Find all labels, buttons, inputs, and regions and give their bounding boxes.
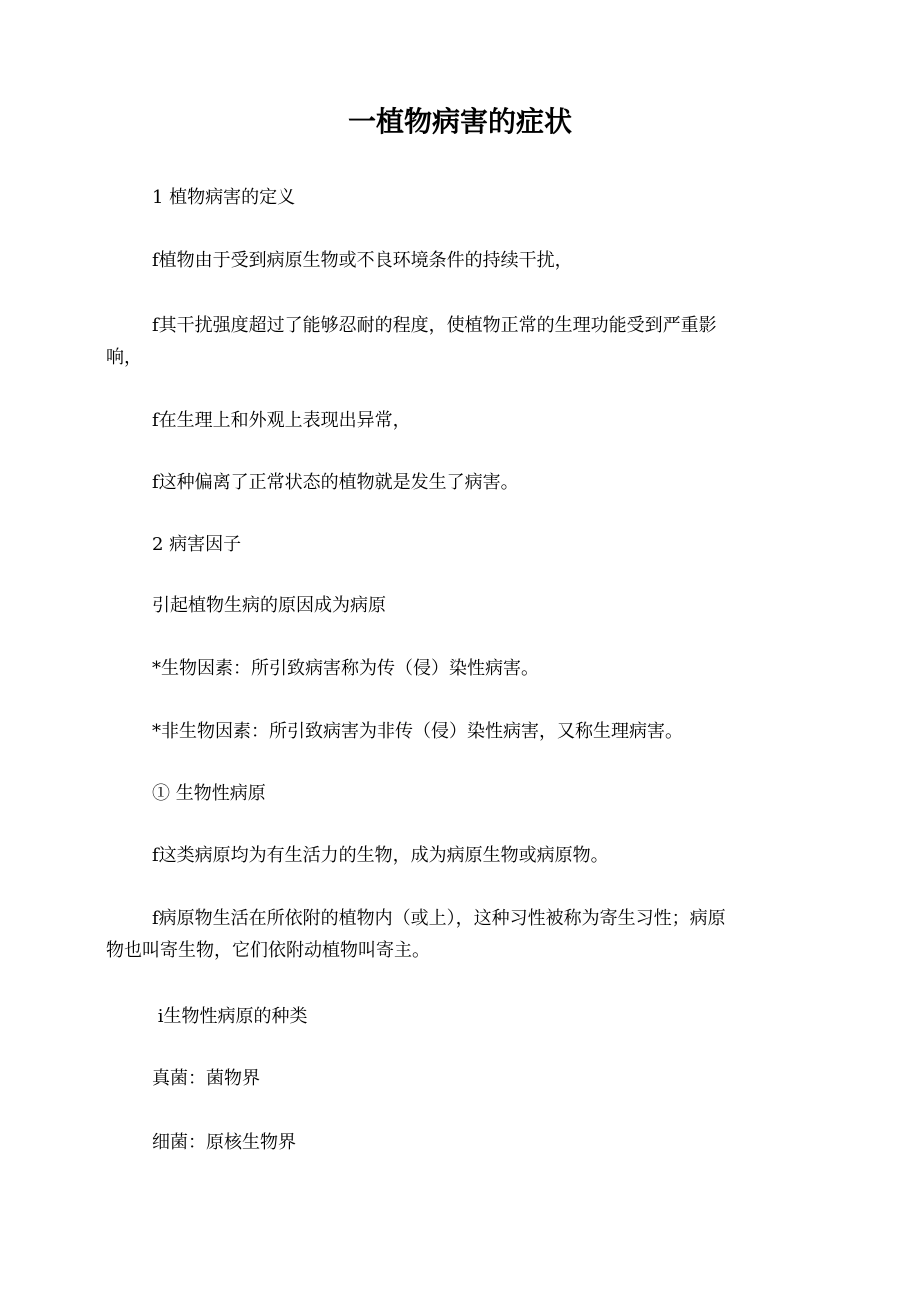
paragraph-text: 2 病害因子 — [152, 534, 242, 555]
paragraph-text: ① 生物性病原 — [152, 783, 266, 804]
paragraph — [106, 903, 806, 935]
paragraph-text: f在生理上和外观上表现出异常， — [152, 410, 411, 431]
paragraph — [106, 716, 806, 748]
paragraph-text: f植物由于受到病原生物或不良环境条件的持续干扰， — [152, 250, 573, 271]
paragraph-continuation — [106, 935, 806, 967]
paragraph — [106, 1063, 806, 1095]
paragraph — [106, 840, 806, 872]
paragraph-pathogen-types-heading — [106, 1001, 806, 1033]
paragraph-text: f这种偏离了正常状态的植物就是发生了病害。 — [152, 472, 519, 493]
paragraph — [106, 310, 806, 342]
paragraph — [106, 653, 806, 685]
paragraph-text: f其干扰强度超过了能够忍耐的程度，使植物正常的生理功能受到严重影 — [152, 315, 717, 336]
paragraph-text: f这类病原均为有生活力的生物，成为病原生物或病原物。 — [152, 845, 609, 866]
paragraph — [106, 245, 806, 277]
paragraph — [106, 467, 806, 499]
paragraph-text: 物也叫寄生物，它们依附动植物叫寄主。 — [106, 940, 430, 961]
paragraph-text: 1 植物病害的定义 — [152, 187, 296, 208]
paragraph-text: 响， — [106, 347, 142, 368]
page-title: 一植物病害的症状 — [347, 105, 572, 138]
paragraph-text: *非生物因素：所引致病害为非传（侵）染性病害，又称生理病害。 — [152, 721, 683, 742]
paragraph-text: *生物因素：所引致病害称为传（侵）染性病害。 — [152, 658, 539, 679]
paragraph — [106, 1127, 806, 1159]
paragraph-definition-heading — [106, 182, 806, 214]
paragraph-text: 引起植物生病的原因成为病原 — [152, 595, 386, 616]
paragraph-continuation — [106, 342, 806, 374]
paragraph-text: i生物性病原的种类 — [152, 1006, 308, 1027]
paragraph-text: f病原物生活在所依附的植物内（或上），这种习性被称为寄生习性；病原 — [152, 908, 726, 929]
paragraph — [106, 590, 806, 622]
paragraph — [106, 405, 806, 437]
paragraph-biological-pathogen-heading — [106, 778, 806, 810]
paragraph-text: 细菌：原核生物界 — [152, 1132, 296, 1153]
paragraph-text: 真菌：菌物界 — [152, 1068, 260, 1089]
paragraph-factor-heading — [106, 529, 806, 561]
